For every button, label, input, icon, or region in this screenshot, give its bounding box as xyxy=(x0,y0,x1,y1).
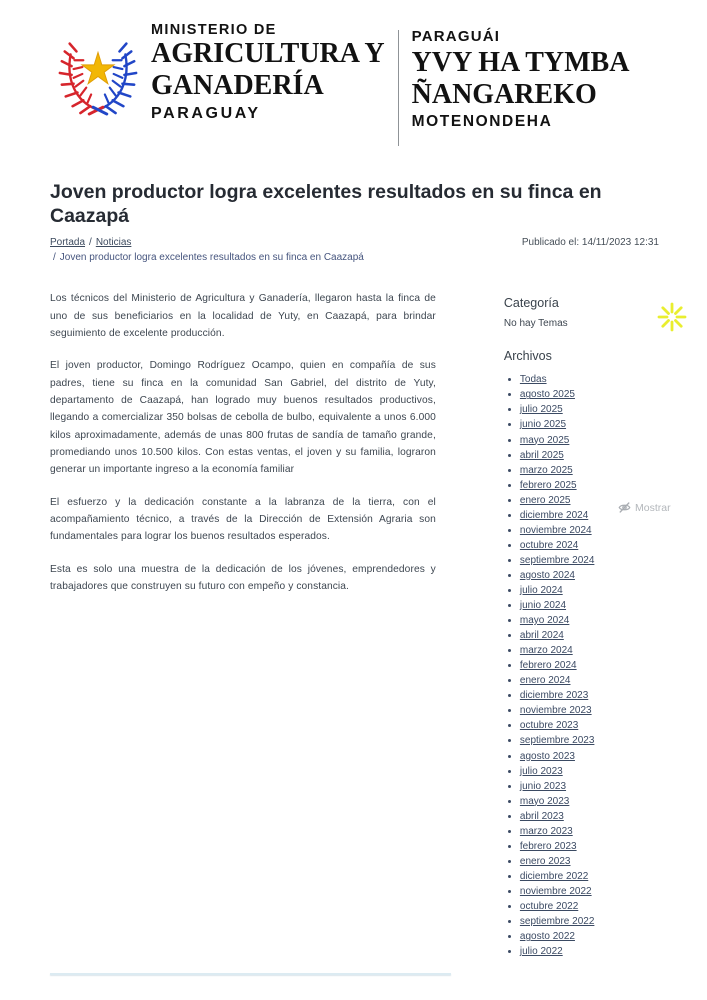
archive-link[interactable]: febrero 2024 xyxy=(519,660,577,672)
breadcrumb-current-label: Joven productor logra excelentes resultados en su finca en Caazapá xyxy=(59,252,364,264)
archive-link[interactable]: marzo 2024 xyxy=(519,645,573,657)
archive-link[interactable]: septiembre 2024 xyxy=(519,554,595,566)
archives-list xyxy=(504,372,659,959)
archive-item xyxy=(520,809,659,824)
archive-item xyxy=(520,613,659,628)
archive-item xyxy=(520,884,659,899)
breadcrumb-separator: / xyxy=(53,252,56,264)
archive-link[interactable]: junio 2024 xyxy=(519,600,567,612)
logo-line-agricultura: AGRICULTURA Y xyxy=(151,38,385,69)
archive-item xyxy=(520,733,659,748)
archive-link[interactable]: diciembre 2023 xyxy=(519,690,589,702)
archive-item xyxy=(520,523,659,538)
guarani-logo-text xyxy=(412,28,630,131)
archive-item xyxy=(520,568,659,583)
archive-link[interactable]: Todas xyxy=(519,374,547,386)
archive-link[interactable]: enero 2025 xyxy=(519,494,571,506)
logo-line-motenondeha: MOTENONDEHA xyxy=(411,113,553,131)
main-content xyxy=(0,180,707,959)
archive-item xyxy=(520,387,659,402)
archive-link[interactable]: noviembre 2024 xyxy=(519,524,592,536)
archive-item xyxy=(520,372,659,387)
archive-link[interactable]: julio 2022 xyxy=(519,946,563,958)
article-title: Joven productor logra excelentes resultados en su finca en Caazapá xyxy=(50,181,602,228)
archive-link[interactable]: mayo 2025 xyxy=(519,434,570,446)
article-paragraph: Los técnicos del Ministerio de Agricultura y Ganadería, llegaron hasta la finca de uno de sus beneficiarios en la localidad de Yuty, en Caazapá, para brindar seguimiento de excelente producción. xyxy=(50,293,436,340)
archive-item xyxy=(520,944,659,959)
archive-item xyxy=(520,417,659,432)
archive-link[interactable]: octubre 2022 xyxy=(519,900,579,912)
archive-item xyxy=(520,463,659,478)
archive-link[interactable]: diciembre 2024 xyxy=(519,509,589,521)
archive-item xyxy=(520,673,659,688)
archive-link[interactable]: julio 2025 xyxy=(519,404,563,416)
published-date: Publicado el: 14/11/2023 12:31 xyxy=(521,237,659,249)
archive-item xyxy=(520,749,659,764)
archive-item xyxy=(520,478,659,493)
category-empty-text: No hay Temas xyxy=(503,318,568,330)
mag-logo-text xyxy=(151,22,385,123)
archive-link[interactable]: julio 2023 xyxy=(519,765,563,777)
archive-item xyxy=(520,764,659,779)
meta-row xyxy=(50,237,659,248)
archive-link[interactable]: enero 2024 xyxy=(519,675,571,687)
archive-link[interactable]: septiembre 2023 xyxy=(519,735,595,747)
archive-item xyxy=(520,598,659,613)
archive-item xyxy=(520,583,659,598)
archive-link[interactable]: febrero 2023 xyxy=(519,840,577,852)
breadcrumb-current xyxy=(50,252,659,263)
archive-item xyxy=(520,718,659,733)
archive-item xyxy=(520,779,659,794)
paraguay-emblem-icon xyxy=(54,24,142,118)
archive-link[interactable]: julio 2024 xyxy=(519,585,563,596)
logo-line-ministerio: MINISTERIO DE xyxy=(151,22,277,38)
archive-item xyxy=(520,553,659,568)
star-icon xyxy=(82,52,114,83)
archive-link[interactable]: octubre 2024 xyxy=(519,539,579,551)
site-header xyxy=(0,0,707,146)
archive-item xyxy=(520,658,659,673)
archive-link[interactable]: abril 2025 xyxy=(519,449,564,461)
sidebar xyxy=(504,290,659,959)
archives-heading: Archivos xyxy=(503,349,552,364)
archive-link[interactable]: noviembre 2023 xyxy=(519,705,592,717)
article-paragraph: Esta es solo una muestra de la dedicación de los jóvenes, emprendedores y trabajadores que construyen su futuro con empeño y constancia. xyxy=(50,563,436,593)
article-body xyxy=(50,290,436,959)
eye-off-icon xyxy=(618,501,631,514)
archive-item xyxy=(520,433,659,448)
archive-link[interactable]: mayo 2023 xyxy=(519,795,570,807)
archive-item xyxy=(520,899,659,914)
archive-item xyxy=(520,538,659,553)
header-divider xyxy=(398,30,399,146)
breadcrumb xyxy=(50,237,131,248)
logo-line-yvy: YVY HA TYMBA xyxy=(411,47,630,78)
archive-item xyxy=(520,794,659,809)
archive-link[interactable]: agosto 2025 xyxy=(519,389,575,401)
archive-link[interactable]: diciembre 2022 xyxy=(519,870,589,882)
archive-item xyxy=(520,688,659,703)
archive-link[interactable]: agosto 2023 xyxy=(519,750,575,762)
content-columns xyxy=(50,290,659,959)
archive-item xyxy=(520,854,659,869)
archive-item xyxy=(520,869,659,884)
archive-link[interactable]: junio 2023 xyxy=(519,780,567,792)
category-heading: Categoría xyxy=(503,296,559,311)
mostrar-label: Mostrar xyxy=(635,501,671,514)
bottom-divider xyxy=(50,973,451,975)
archive-link[interactable]: agosto 2024 xyxy=(519,569,575,581)
archive-link[interactable]: enero 2023 xyxy=(519,855,571,867)
archive-item xyxy=(520,628,659,643)
archive-item xyxy=(520,402,659,417)
logo-line-paraguay: PARAGUAY xyxy=(151,105,261,123)
asterisk-icon xyxy=(657,302,687,332)
archive-link[interactable]: mayo 2024 xyxy=(519,615,570,627)
logo-line-paraguai: PARAGUÁI xyxy=(411,28,501,45)
archive-link[interactable]: abril 2023 xyxy=(519,810,564,822)
archive-link[interactable]: marzo 2023 xyxy=(519,825,573,837)
archive-link[interactable]: octubre 2023 xyxy=(519,720,579,732)
archive-link[interactable]: septiembre 2022 xyxy=(519,916,595,928)
mostrar-button[interactable] xyxy=(614,500,675,515)
archive-link[interactable]: febrero 2025 xyxy=(519,479,577,491)
archive-link[interactable]: marzo 2025 xyxy=(519,464,573,476)
archive-item xyxy=(520,643,659,658)
logo-line-ganaderia: GANADERÍA xyxy=(151,69,324,101)
archive-item xyxy=(520,703,659,718)
archive-item xyxy=(520,839,659,854)
breadcrumb-section-link[interactable]: Noticias xyxy=(95,237,132,249)
article-paragraph: El joven productor, Domingo Rodríguez Ocampo, quien en compañía de sus padres, tiene su finca en la comunidad San Gabriel, del distrito de Yuty, departamento de Caazapá, han logrado muy buenos resultados productivos, llegando a comercializar 350 bolsas de cebolla de bulbo, equivalente a unos 6.000 kilos aproximadamente, además de unas 800 frutas de sandía de tamaño grande, promediando unos 10.500 kilos. Con estas ventas, el joven y su familia, lograron generar un importante ingreso a la economía familiar xyxy=(50,360,436,476)
archive-link[interactable]: abril 2024 xyxy=(519,630,564,642)
archive-item xyxy=(520,448,659,463)
archive-item xyxy=(520,824,659,839)
breadcrumb-home-link[interactable]: Portada xyxy=(50,237,86,249)
archive-item xyxy=(520,914,659,929)
logo-line-nangareko: ÑANGAREKO xyxy=(411,78,597,110)
archive-link[interactable]: agosto 2022 xyxy=(519,931,575,943)
article-paragraph: El esfuerzo y la dedicación constante a la labranza de la tierra, con el acompañamiento técnico, a través de la Dirección de Extensión Agraria son fundamentales para lograr los buenos resultados esperados. xyxy=(50,496,436,543)
breadcrumb-separator: / xyxy=(89,237,92,249)
archive-link[interactable]: junio 2025 xyxy=(519,419,567,431)
archive-item xyxy=(520,929,659,944)
archive-link[interactable]: noviembre 2022 xyxy=(519,885,592,897)
